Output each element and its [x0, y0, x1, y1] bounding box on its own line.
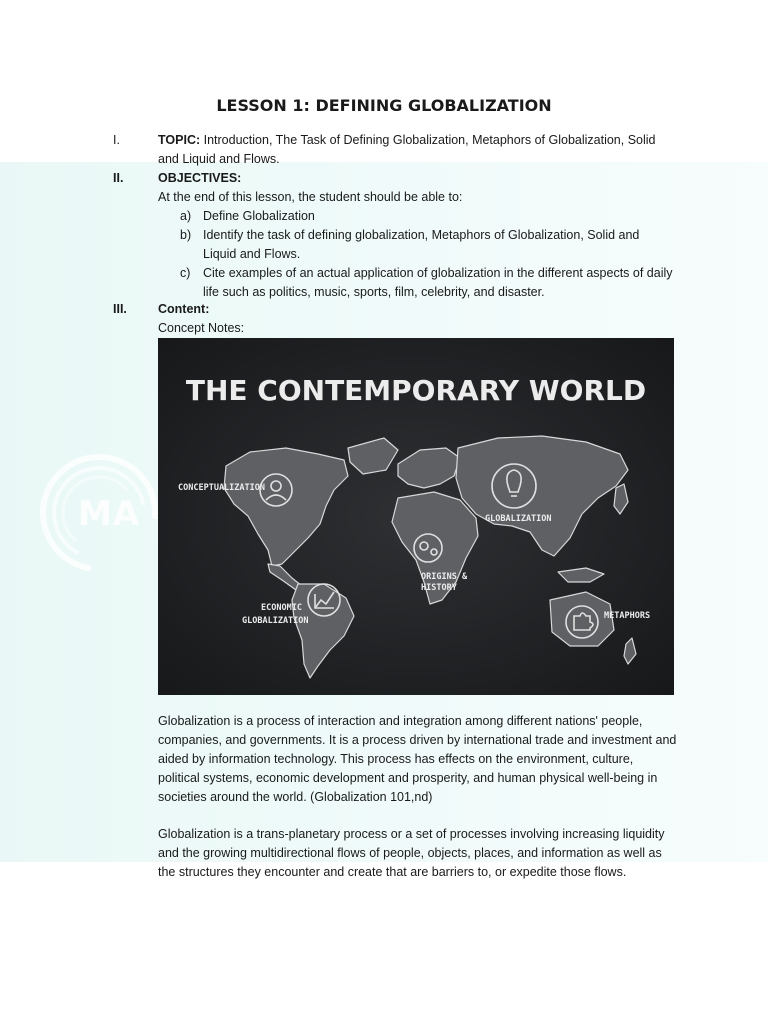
section-topic — [158, 131, 678, 169]
lesson-title: LESSON 1: DEFINING GLOBALIZATION — [216, 96, 552, 115]
section-text: Concept Notes: — [158, 321, 245, 335]
objective-letter: b) — [180, 228, 192, 242]
section-label: TOPIC: — [158, 133, 201, 147]
paragraph: Globalization is a trans-planetary process or a set of processes involving increasing liquidity and the growing multidirectional flows of people, objects, places, and information as well as the structures they encounter and create that are barriers to, or expedite those flows. — [158, 827, 665, 879]
paragraph: Globalization is a process of interaction and integration among different nations' people, companies, and governments. It is a process driven by international trade and investment and aided by information technology. This process has effects on the environment, culture, political systems, economic development and prosperity, and human physical well-being in societies around the world. (Globalization 101,nd) — [158, 714, 677, 804]
world-map-illustration — [158, 338, 674, 695]
label-economic-globalization: GLOBALIZATION — [242, 616, 309, 626]
section-numeral: III. — [113, 302, 127, 316]
objective-item: Define Globalization — [203, 209, 315, 223]
section-label: Content: — [158, 302, 210, 316]
watermark-text: MA — [78, 494, 141, 534]
section-label: OBJECTIVES: — [158, 171, 242, 185]
objective-item: Identify the task of defining globalization, Metaphors of Globalization, Solid and Liquid and Flows. — [203, 228, 640, 261]
label-history: HISTORY — [421, 583, 457, 593]
objective-letter: a) — [180, 209, 192, 223]
label-metaphors: METAPHORS — [604, 611, 651, 621]
label-globalization: GLOBALIZATION — [485, 514, 552, 524]
label-origins: ORIGINS & — [421, 572, 468, 582]
figure-heading: THE CONTEMPORARY WORLD — [185, 374, 647, 407]
label-conceptualization: CONCEPTUALIZATION — [178, 483, 265, 493]
label-economic: ECONOMIC — [261, 603, 302, 613]
concept-figure — [158, 338, 674, 695]
section-text: At the end of this lesson, the student should be able to: — [158, 190, 463, 204]
section-text: Introduction, The Task of Defining Globalization, Metaphors of Globalization, Solid and Liquid and Flows. — [158, 133, 656, 166]
section-numeral: I. — [113, 133, 120, 147]
objective-item: Cite examples of an actual application of globalization in the different aspects of daily life such as politics, music, sports, film, celebrity, and disaster. — [203, 266, 673, 299]
section-numeral: II. — [113, 171, 124, 185]
objective-letter: c) — [180, 266, 191, 280]
